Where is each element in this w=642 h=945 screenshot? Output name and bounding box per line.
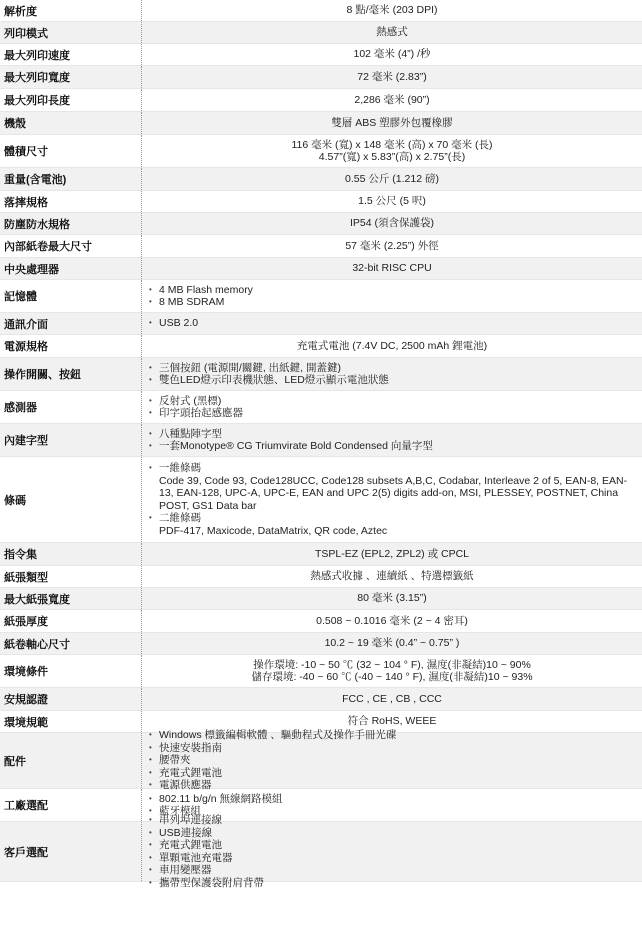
spec-value-line: • 反射式 (黑標) — [146, 395, 642, 408]
spec-value-line: • Windows 標籤編輯軟體 、驅動程式及操作手冊光碟 — [146, 729, 642, 742]
spec-value-line: IP54 (須含保護袋) — [349, 217, 434, 230]
spec-label: 內建字型 — [0, 424, 142, 456]
spec-label: 重量(含電池) — [0, 168, 142, 190]
spec-row — [0, 391, 642, 424]
spec-value — [142, 135, 642, 167]
spec-row — [0, 191, 642, 213]
spec-value-line: • 八種點陣字型 — [146, 428, 642, 441]
spec-value-line: 充電式電池 (7.4V DC, 2500 mAh 鋰電池) — [296, 339, 488, 352]
spec-value-line: 0.55 公斤 (1.212 磅) — [345, 172, 439, 185]
spec-value-line: • 串列埠連接線 — [146, 814, 642, 827]
spec-row — [0, 358, 642, 391]
spec-row — [0, 588, 642, 610]
spec-label: 條碼 — [0, 457, 142, 542]
spec-value-line: • 二維條碼 — [146, 512, 642, 525]
spec-row — [0, 566, 642, 588]
spec-value-line: • 車用變壓器 — [146, 864, 642, 877]
spec-value — [142, 633, 642, 654]
spec-value — [142, 814, 642, 889]
spec-value-line: 2,286 毫米 (90”) — [354, 93, 430, 106]
spec-value-line: 符合 RoHS, WEEE — [347, 715, 437, 728]
spec-label: 配件 — [0, 733, 142, 788]
spec-value-line: TSPL-EZ (EPL2, ZPL2) 或 CPCL — [314, 547, 470, 560]
spec-label: 感測器 — [0, 391, 142, 423]
spec-value — [142, 66, 642, 88]
spec-value-line: 32-bit RISC CPU — [352, 262, 432, 275]
spec-value-line: 熱感式收據 、連續紙 、特選標籤紙 — [310, 570, 474, 583]
spec-value-line: • 三個按鈕 (電源開/關鍵, 出紙鍵, 開蓋鍵) — [146, 362, 642, 375]
spec-label: 中央處理器 — [0, 258, 142, 279]
spec-value — [142, 655, 642, 687]
spec-row — [0, 633, 642, 655]
spec-value — [142, 280, 642, 312]
spec-row — [0, 655, 642, 688]
spec-value — [142, 566, 642, 587]
spec-value-line: 1.5 公尺 (5 呎) — [358, 195, 426, 208]
spec-value-line: 0.508 ~ 0.1016 毫米 (2 ~ 4 密耳) — [316, 614, 468, 627]
spec-row — [0, 688, 642, 711]
spec-value-line: • 8 MB SDRAM — [146, 296, 642, 309]
spec-label: 工廠選配 — [0, 789, 142, 821]
spec-label: 最大列印長度 — [0, 89, 142, 111]
spec-value — [142, 168, 642, 190]
spec-label: 客戶選配 — [0, 822, 142, 881]
spec-label: 記憶體 — [0, 280, 142, 312]
spec-value — [142, 191, 642, 212]
spec-value-line: PDF-417, Maxicode, DataMatrix, QR code, Aztec — [159, 524, 388, 537]
spec-value — [142, 729, 642, 792]
spec-value-line: • USB連接線 — [146, 827, 642, 840]
spec-value-line: • 雙色LED燈示印表機狀態、LED燈示顯示電池狀態 — [146, 374, 642, 387]
spec-value-line: 熱感式 — [376, 26, 408, 39]
spec-value-line: • 單顆電池充電器 — [146, 852, 642, 865]
spec-value — [142, 213, 642, 234]
spec-row — [0, 424, 642, 457]
spec-value — [142, 258, 642, 279]
spec-value — [142, 22, 642, 43]
spec-label: 最大列印寬度 — [0, 66, 142, 88]
spec-value-line: • 4 MB Flash memory — [146, 284, 642, 297]
spec-label: 最大紙張寬度 — [0, 588, 142, 609]
spec-row — [0, 280, 642, 313]
spec-label: 指令集 — [0, 543, 142, 565]
spec-value-line: 57 毫米 (2.25”) 外徑 — [345, 239, 439, 252]
spec-value — [142, 543, 642, 565]
spec-value — [142, 457, 642, 542]
spec-value-line: Code 39, Code 93, Code128UCC, Code128 subsets A,B,C, Codabar, Interleave 2 of 5, EAN-8, EAN-13, EAN-128, UPC-A, UPC-E, EAN and UPC 2(5) digits add-on, MSI, PLESSEY, POSTNET, China POST, GS1 Data bar — [159, 474, 628, 512]
spec-row — [0, 313, 642, 335]
spec-value-line: 儲存環境: -40 ~ 60 ℃ (-40 ~ 140 ° F), 濕度(非凝結)10 ~ 93% — [251, 671, 533, 683]
spec-value — [142, 610, 642, 632]
spec-row — [0, 168, 642, 191]
spec-value-line: 雙層 ABS 塑膠外包覆橡膠 — [331, 116, 453, 129]
spec-value-line: 8 點/毫米 (203 DPI) — [346, 4, 438, 17]
spec-value-line: • 一套Monotype® CG Triumvirate Bold Condensed 向量字型 — [146, 440, 642, 453]
spec-row — [0, 543, 642, 566]
spec-row — [0, 213, 642, 235]
spec-value-line: 10.2 ~ 19 毫米 (0.4” ~ 0.75” ) — [324, 637, 460, 650]
spec-value — [142, 424, 642, 456]
spec-row — [0, 610, 642, 633]
spec-value — [142, 358, 642, 390]
spec-value-line: • 電源供應器 — [146, 779, 642, 792]
spec-value-line: • 802.11 b/g/n 無線網路模組 — [146, 793, 642, 806]
spec-label: 通訊介面 — [0, 313, 142, 334]
spec-value-line: • 攜帶型保護袋附肩背帶 — [146, 877, 642, 890]
spec-label: 環境條件 — [0, 655, 142, 687]
spec-row — [0, 814, 642, 889]
spec-row — [0, 112, 642, 135]
spec-label: 紙卷軸心尺寸 — [0, 633, 142, 654]
spec-label: 列印模式 — [0, 22, 142, 43]
spec-value — [142, 44, 642, 65]
spec-row — [0, 258, 642, 280]
spec-label: 紙張類型 — [0, 566, 142, 587]
spec-row — [0, 22, 642, 44]
spec-value-line: 4.57”(寬) x 5.83”(高) x 2.75”(長) — [318, 151, 466, 163]
spec-label: 最大列印速度 — [0, 44, 142, 65]
spec-value — [142, 391, 642, 423]
spec-label: 解析度 — [0, 0, 142, 21]
spec-value-line: • 快速安裝指南 — [146, 742, 642, 755]
spec-row — [0, 44, 642, 66]
spec-label: 環境規範 — [0, 711, 142, 732]
spec-value-line: • 充電式鋰電池 — [146, 767, 642, 780]
spec-value-line: • 充電式鋰電池 — [146, 839, 642, 852]
spec-value — [142, 313, 642, 334]
spec-label: 電源規格 — [0, 335, 142, 357]
spec-label: 防塵防水規格 — [0, 213, 142, 234]
spec-value-line: 72 毫米 (2.83”) — [357, 70, 427, 83]
spec-value-line: 102 毫米 (4”) /秒 — [353, 48, 431, 61]
spec-value-line: FCC , CE , CB , CCC — [342, 692, 442, 705]
spec-label: 安規認證 — [0, 688, 142, 710]
spec-value-line: 80 毫米 (3.15”) — [357, 592, 427, 605]
spec-label: 落摔規格 — [0, 191, 142, 212]
spec-value-line: • 腰帶夾 — [146, 754, 642, 767]
spec-value-line: • 一維條碼 — [146, 462, 642, 475]
spec-row — [0, 66, 642, 89]
spec-value-line: 操作環境: -10 ~ 50 ℃ (32 ~ 104 ° F), 濕度(非凝結)10 ~ 90% — [253, 658, 531, 671]
spec-value — [142, 588, 642, 609]
spec-value-line: • 藍牙模組 — [146, 805, 642, 818]
spec-value — [142, 688, 642, 710]
spec-value-line: • 印字頭抬起感應器 — [146, 407, 642, 420]
spec-value — [142, 235, 642, 257]
spec-row — [0, 457, 642, 543]
spec-value — [142, 112, 642, 134]
spec-label: 內部紙卷最大尺寸 — [0, 235, 142, 257]
spec-label: 操作開關、按鈕 — [0, 358, 142, 390]
spec-value — [142, 335, 642, 357]
spec-row — [0, 0, 642, 22]
spec-value — [142, 89, 642, 111]
spec-row — [0, 135, 642, 168]
spec-label: 紙張厚度 — [0, 610, 142, 632]
spec-value — [142, 0, 642, 21]
spec-row — [0, 335, 642, 358]
spec-row — [0, 89, 642, 112]
spec-label: 機殼 — [0, 112, 142, 134]
spec-row — [0, 729, 642, 792]
spec-value-line: 116 毫米 (寬) x 148 毫米 (高) x 70 毫米 (長) — [291, 138, 493, 151]
spec-label: 體積尺寸 — [0, 135, 142, 167]
spec-row — [0, 235, 642, 258]
spec-value-line: • USB 2.0 — [146, 317, 642, 330]
